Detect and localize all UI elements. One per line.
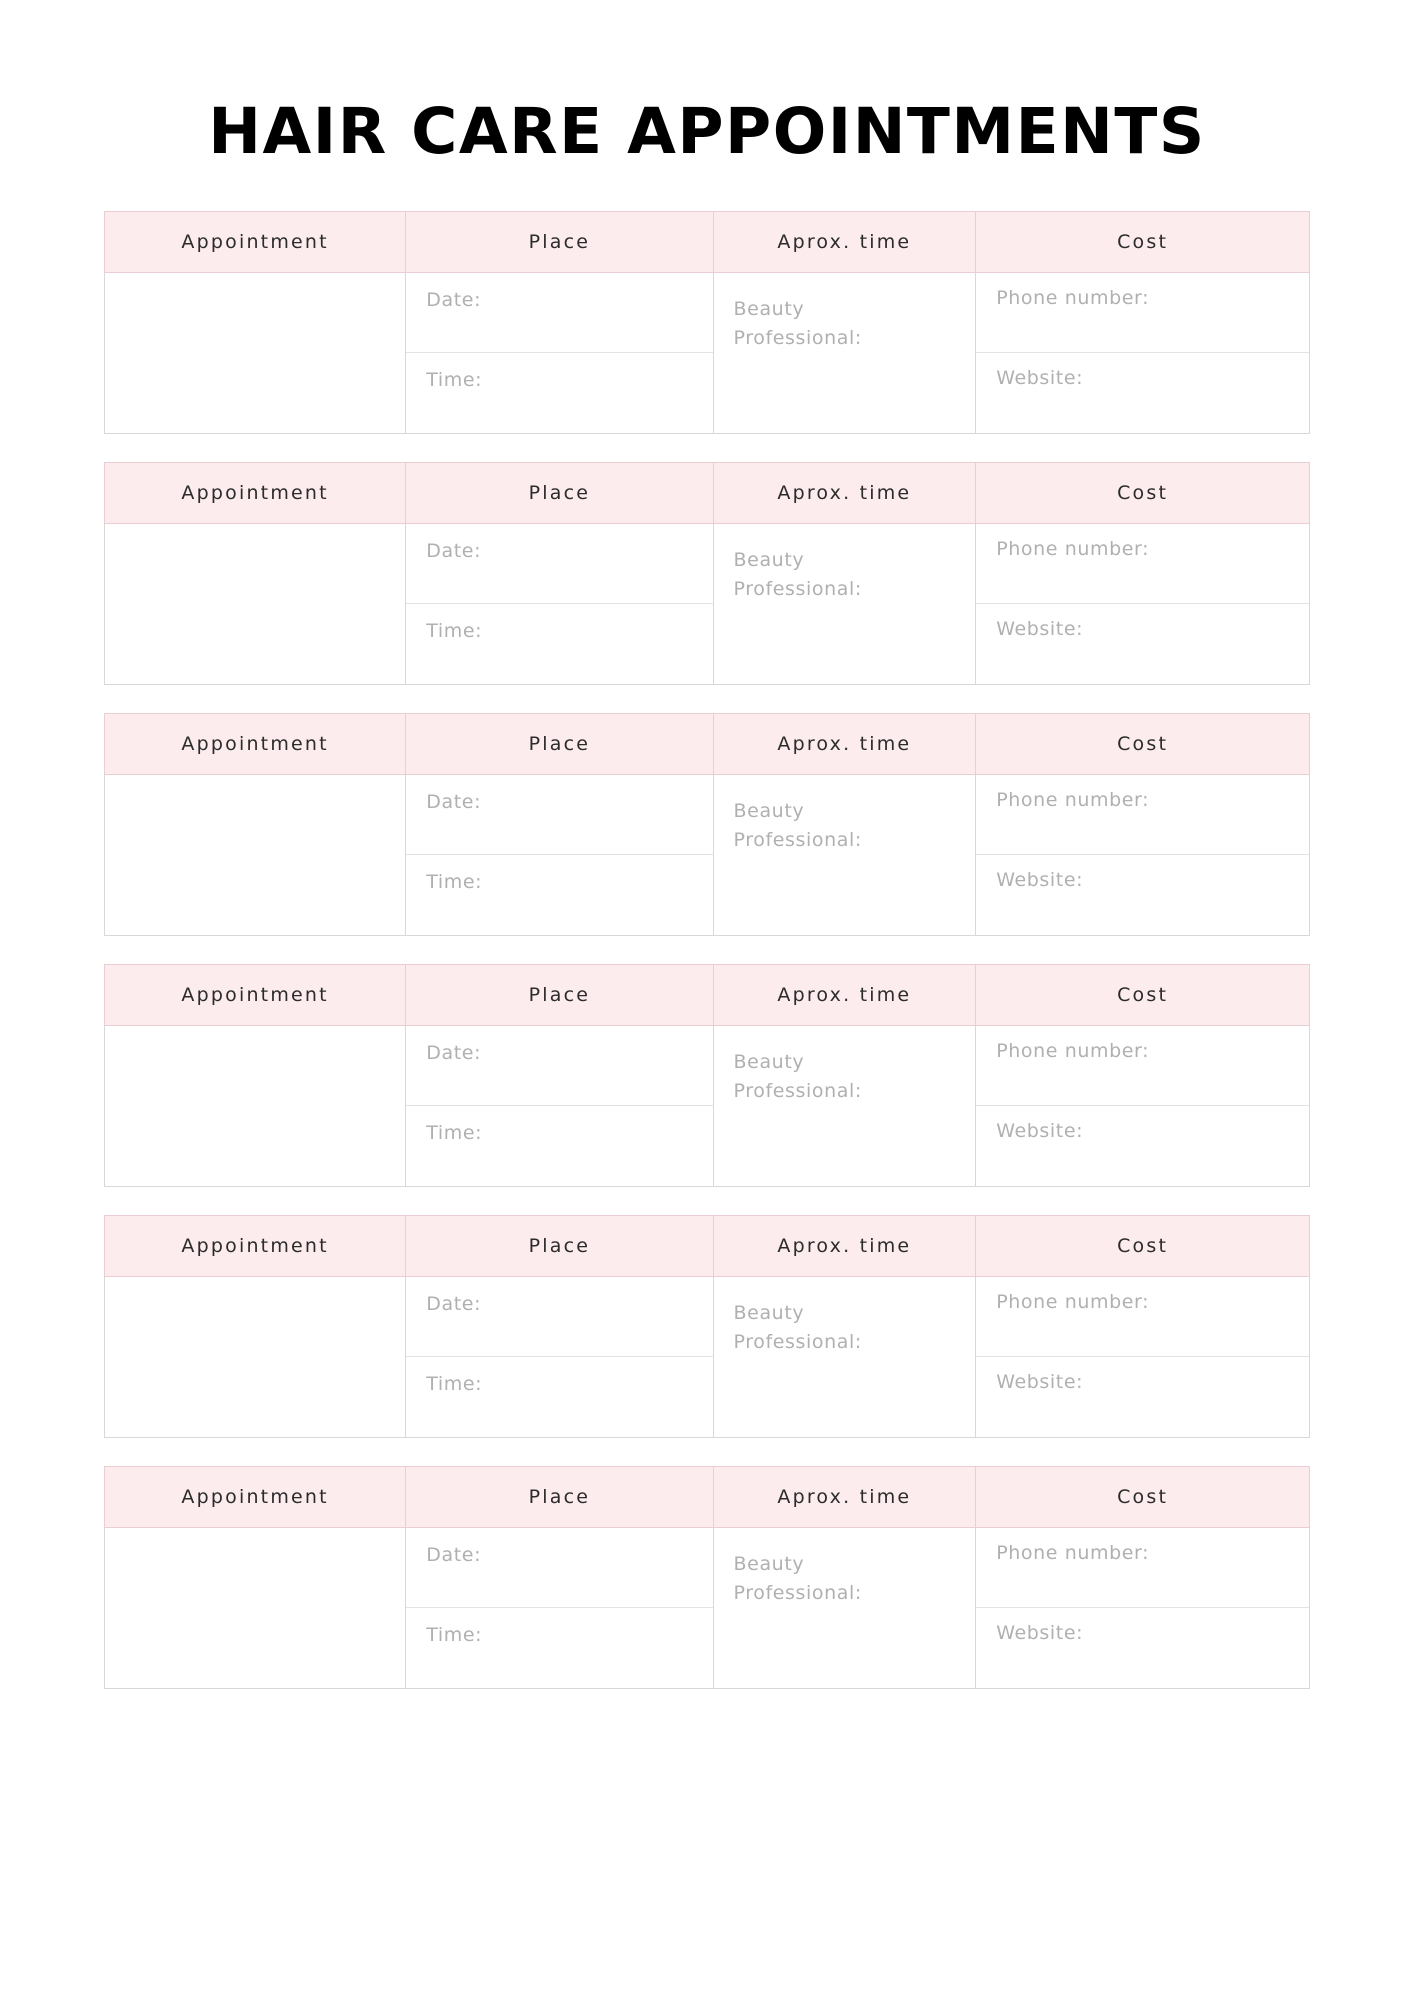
appointment-block xyxy=(104,462,1310,685)
date-label: Date: xyxy=(426,1042,482,1064)
date-field[interactable] xyxy=(406,1026,712,1106)
time-field[interactable] xyxy=(406,1608,712,1688)
beauty-professional-field[interactable] xyxy=(714,524,976,684)
table-header-row xyxy=(105,965,1310,1026)
column-header-aprox-time: Aprox. time xyxy=(713,714,976,775)
website-field[interactable] xyxy=(976,1106,1309,1186)
table-row xyxy=(105,273,1310,434)
table-row xyxy=(105,1277,1310,1438)
beauty-label: Beauty xyxy=(733,1051,805,1073)
column-header-cost: Cost xyxy=(976,714,1310,775)
time-field[interactable] xyxy=(406,1357,712,1437)
time-field[interactable] xyxy=(406,855,712,935)
appointment-input[interactable] xyxy=(105,775,405,935)
website-field[interactable] xyxy=(976,855,1309,935)
cost-cell xyxy=(976,775,1310,936)
cost-cell xyxy=(976,524,1310,685)
appointment-block xyxy=(104,1215,1310,1438)
time-label: Time: xyxy=(426,1373,483,1395)
appointment-input[interactable] xyxy=(105,273,405,433)
time-label: Time: xyxy=(426,369,483,391)
page-title: HAIR CARE APPOINTMENTS xyxy=(208,95,1206,168)
beauty-label: Beauty xyxy=(733,1553,805,1575)
phone-number-field[interactable] xyxy=(976,273,1309,353)
place-cell xyxy=(406,1528,713,1689)
column-header-cost: Cost xyxy=(976,1216,1310,1277)
appointment-table xyxy=(104,211,1310,434)
beauty-label: Beauty xyxy=(733,800,805,822)
beauty-professional-field[interactable] xyxy=(714,273,976,433)
time-label: Time: xyxy=(426,620,483,642)
place-cell xyxy=(406,524,713,685)
date-label: Date: xyxy=(426,289,482,311)
professional-label: Professional: xyxy=(733,828,862,851)
column-header-appointment: Appointment xyxy=(105,1216,406,1277)
aprox-time-cell[interactable] xyxy=(713,1277,976,1438)
website-field[interactable] xyxy=(976,353,1309,433)
appointment-block xyxy=(104,964,1310,1187)
table-header-row xyxy=(105,212,1310,273)
aprox-time-cell[interactable] xyxy=(713,775,976,936)
date-label: Date: xyxy=(426,1293,482,1315)
time-field[interactable] xyxy=(406,604,712,684)
column-header-place: Place xyxy=(406,714,713,775)
column-header-cost: Cost xyxy=(976,212,1310,273)
place-cell xyxy=(406,1277,713,1438)
beauty-professional-field[interactable] xyxy=(714,1277,976,1437)
place-cell xyxy=(406,1026,713,1187)
phone-number-label: Phone number: xyxy=(996,538,1150,560)
appointment-input[interactable] xyxy=(105,1277,405,1437)
aprox-time-cell[interactable] xyxy=(713,524,976,685)
column-header-place: Place xyxy=(406,1467,713,1528)
beauty-professional-field[interactable] xyxy=(714,775,976,935)
phone-number-label: Phone number: xyxy=(996,789,1150,811)
appointment-table xyxy=(104,964,1310,1187)
column-header-appointment: Appointment xyxy=(105,463,406,524)
beauty-professional-field[interactable] xyxy=(714,1026,976,1186)
table-header-row xyxy=(105,463,1310,524)
website-field[interactable] xyxy=(976,1608,1309,1688)
column-header-appointment: Appointment xyxy=(105,714,406,775)
aprox-time-cell[interactable] xyxy=(713,1026,976,1187)
phone-number-field[interactable] xyxy=(976,1026,1309,1106)
appointment-input[interactable] xyxy=(105,1528,405,1688)
professional-label: Professional: xyxy=(733,577,862,600)
phone-number-field[interactable] xyxy=(976,775,1309,855)
date-field[interactable] xyxy=(406,775,712,855)
column-header-cost: Cost xyxy=(976,1467,1310,1528)
date-field[interactable] xyxy=(406,524,712,604)
column-header-appointment: Appointment xyxy=(105,965,406,1026)
beauty-label: Beauty xyxy=(733,298,805,320)
column-header-aprox-time: Aprox. time xyxy=(713,965,976,1026)
website-label: Website: xyxy=(996,1120,1084,1142)
aprox-time-cell[interactable] xyxy=(713,273,976,434)
website-label: Website: xyxy=(996,367,1084,389)
table-row xyxy=(105,524,1310,685)
date-label: Date: xyxy=(426,791,482,813)
appointment-cell[interactable] xyxy=(105,1026,406,1187)
appointment-block xyxy=(104,713,1310,936)
appointment-cell[interactable] xyxy=(105,524,406,685)
time-label: Time: xyxy=(426,871,483,893)
appointment-input[interactable] xyxy=(105,1026,405,1186)
phone-number-field[interactable] xyxy=(976,1277,1309,1357)
place-cell xyxy=(406,273,713,434)
column-header-appointment: Appointment xyxy=(105,212,406,273)
aprox-time-cell[interactable] xyxy=(713,1528,976,1689)
appointment-block xyxy=(104,1466,1310,1689)
date-field[interactable] xyxy=(406,1528,712,1608)
column-header-place: Place xyxy=(406,1216,713,1277)
column-header-cost: Cost xyxy=(976,965,1310,1026)
appointment-cell[interactable] xyxy=(105,1528,406,1689)
column-header-aprox-time: Aprox. time xyxy=(713,212,976,273)
cost-cell xyxy=(976,273,1310,434)
beauty-label: Beauty xyxy=(733,549,805,571)
professional-label: Professional: xyxy=(733,326,862,349)
appointment-table xyxy=(104,1215,1310,1438)
website-label: Website: xyxy=(996,1622,1084,1644)
table-header-row xyxy=(105,714,1310,775)
table-header-row xyxy=(105,1467,1310,1528)
column-header-cost: Cost xyxy=(976,463,1310,524)
appointment-table xyxy=(104,462,1310,685)
beauty-label: Beauty xyxy=(733,1302,805,1324)
beauty-professional-field[interactable] xyxy=(714,1528,976,1688)
cost-cell xyxy=(976,1026,1310,1187)
phone-number-label: Phone number: xyxy=(996,1040,1150,1062)
date-label: Date: xyxy=(426,1544,482,1566)
appointment-cell[interactable] xyxy=(105,1277,406,1438)
appointment-block xyxy=(104,211,1310,434)
column-header-place: Place xyxy=(406,212,713,273)
table-row xyxy=(105,775,1310,936)
column-header-appointment: Appointment xyxy=(105,1467,406,1528)
time-field[interactable] xyxy=(406,353,712,433)
table-header-row xyxy=(105,1216,1310,1277)
time-label: Time: xyxy=(426,1122,483,1144)
date-field[interactable] xyxy=(406,1277,712,1357)
website-field[interactable] xyxy=(976,604,1309,684)
appointment-blocks xyxy=(104,211,1310,1689)
table-row xyxy=(105,1026,1310,1187)
appointment-cell[interactable] xyxy=(105,775,406,936)
column-header-aprox-time: Aprox. time xyxy=(713,463,976,524)
website-label: Website: xyxy=(996,618,1084,640)
appointment-cell[interactable] xyxy=(105,273,406,434)
phone-number-field[interactable] xyxy=(976,1528,1309,1608)
column-header-aprox-time: Aprox. time xyxy=(713,1216,976,1277)
column-header-aprox-time: Aprox. time xyxy=(713,1467,976,1528)
phone-number-label: Phone number: xyxy=(996,1291,1150,1313)
professional-label: Professional: xyxy=(733,1581,862,1604)
professional-label: Professional: xyxy=(733,1079,862,1102)
appointment-table xyxy=(104,1466,1310,1689)
website-label: Website: xyxy=(996,1371,1084,1393)
phone-number-label: Phone number: xyxy=(996,287,1150,309)
column-header-place: Place xyxy=(406,965,713,1026)
time-field[interactable] xyxy=(406,1106,712,1186)
date-label: Date: xyxy=(426,540,482,562)
time-label: Time: xyxy=(426,1624,483,1646)
appointment-table xyxy=(104,713,1310,936)
table-row xyxy=(105,1528,1310,1689)
date-field[interactable] xyxy=(406,273,712,353)
appointment-input[interactable] xyxy=(105,524,405,684)
place-cell xyxy=(406,775,713,936)
phone-number-label: Phone number: xyxy=(996,1542,1150,1564)
cost-cell xyxy=(976,1277,1310,1438)
professional-label: Professional: xyxy=(733,1330,862,1353)
website-field[interactable] xyxy=(976,1357,1309,1437)
phone-number-field[interactable] xyxy=(976,524,1309,604)
cost-cell xyxy=(976,1528,1310,1689)
website-label: Website: xyxy=(996,869,1084,891)
column-header-place: Place xyxy=(406,463,713,524)
